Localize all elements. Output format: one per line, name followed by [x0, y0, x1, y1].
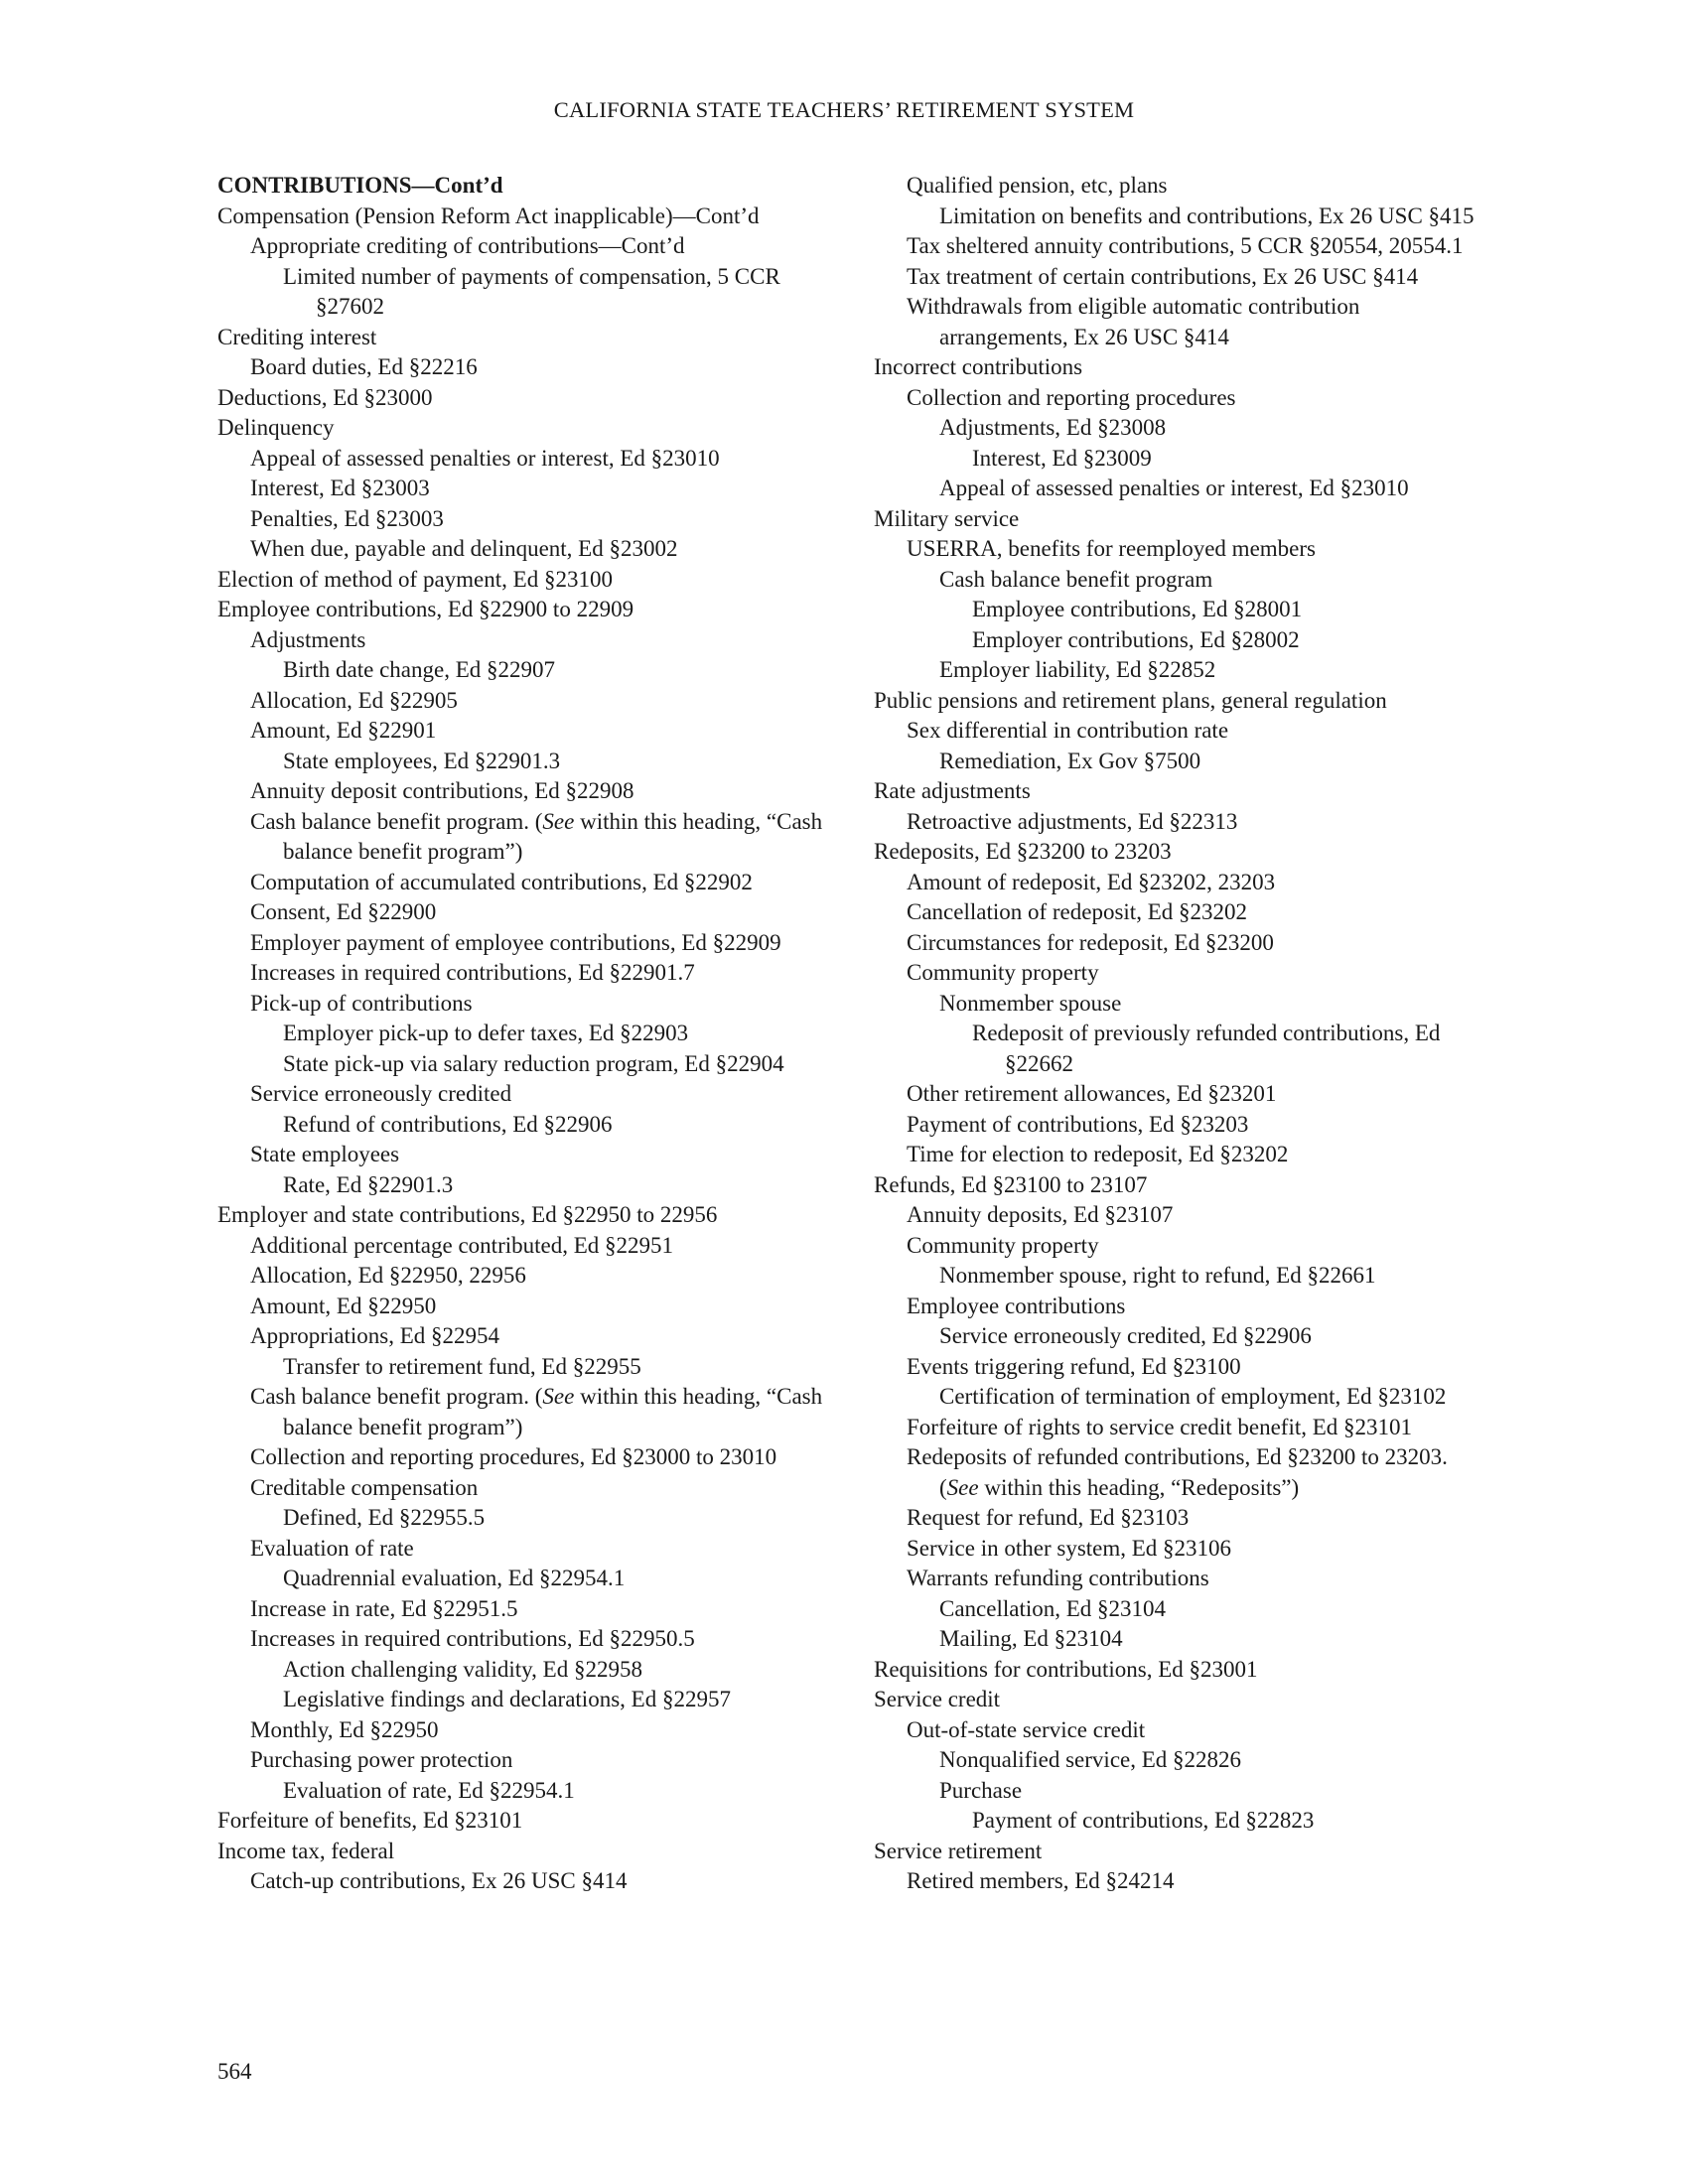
- index-entry: Employer contributions, Ed §28002: [972, 626, 1300, 652]
- index-entry: Service retirement: [874, 1838, 1043, 1863]
- index-entry: Amount of redeposit, Ed §23202, 23203: [907, 869, 1276, 894]
- index-entry: Quadrennial evaluation, Ed §22954.1: [283, 1566, 626, 1590]
- index-entry: Qualified pension, etc, plans: [907, 173, 1168, 198]
- index-heading: CONTRIBUTIONS—Cont’d: [217, 173, 503, 198]
- index-entry: Employee contributions, Ed §28001: [972, 597, 1303, 621]
- index-entry: Employee contributions: [907, 1293, 1126, 1318]
- index-entry: Deductions, Ed §23000: [217, 384, 433, 410]
- index-entry: Limitation on benefits and contributions, Ex 26 USC §415: [939, 203, 1475, 228]
- index-entry: Other retirement allowances, Ed §23201: [907, 1081, 1277, 1106]
- index-entry: Rate adjustments: [874, 778, 1031, 803]
- index-entry: Request for refund, Ed §23103: [907, 1505, 1190, 1530]
- index-entry: Income tax, federal: [217, 1838, 395, 1863]
- index-entry: Amount, Ed §22901: [250, 718, 437, 743]
- index-entry: Tax treatment of certain contributions, Ex 26 USC §414: [907, 263, 1419, 289]
- index-entry: Redeposits, Ed §23200 to 23203: [874, 839, 1172, 864]
- index-entry: Adjustments, Ed §23008: [939, 415, 1167, 440]
- index-entry: Crediting interest: [217, 324, 377, 349]
- index-entry: Birth date change, Ed §22907: [283, 657, 556, 682]
- index-entry: Requisitions for contributions, Ed §23001: [874, 1656, 1258, 1682]
- index-entry: Tax sheltered annuity contributions, 5 CCR §20554, 20554.1: [907, 233, 1464, 258]
- index-column-left: [217, 171, 853, 1897]
- index-entry: Cash balance benefit program. (See within this heading, “Cash balance benefit program”): [250, 1384, 823, 1439]
- index-entry: Consent, Ed §22900: [250, 899, 437, 924]
- index-entry: Time for election to redeposit, Ed §23202: [907, 1142, 1289, 1166]
- index-entry: Catch-up contributions, Ex 26 USC §414: [250, 1868, 628, 1893]
- index-entry: Circumstances for redeposit, Ed §23200: [907, 929, 1274, 955]
- index-entry: Evaluation of rate: [250, 1535, 414, 1561]
- index-entry: Increases in required contributions, Ed §22950.5: [250, 1626, 695, 1651]
- index-entry: Election of method of payment, Ed §23100: [217, 566, 613, 592]
- index-entry: Adjustments: [250, 626, 366, 652]
- index-entry: Allocation, Ed §22950, 22956: [250, 1263, 526, 1288]
- index-entry: Payment of contributions, Ed §23203: [907, 1111, 1249, 1137]
- index-entry: Mailing, Ed §23104: [939, 1626, 1123, 1651]
- index-entry: Purchasing power protection: [250, 1747, 513, 1772]
- index-entry: Purchase: [939, 1777, 1023, 1803]
- page-number: 564: [217, 2059, 252, 2084]
- index-entry: Nonmember spouse, right to refund, Ed §22661: [939, 1263, 1376, 1288]
- index-entry: Interest, Ed §23003: [250, 476, 430, 500]
- index-entry: Annuity deposits, Ed §23107: [907, 1202, 1174, 1227]
- index-entry: Collection and reporting procedures: [907, 384, 1236, 410]
- index-entry: Limited number of payments of compensation, 5 CCR §27602: [283, 263, 780, 319]
- index-entry: Service erroneously credited, Ed §22906: [939, 1323, 1312, 1348]
- index-entry: Sex differential in contribution rate: [907, 718, 1229, 743]
- index-entry: Penalties, Ed §23003: [250, 505, 444, 531]
- index-entry: Transfer to retirement fund, Ed §22955: [283, 1353, 641, 1379]
- index-entry: Legislative findings and declarations, Ed §22957: [283, 1687, 731, 1711]
- index-entry: Refund of contributions, Ed §22906: [283, 1111, 613, 1137]
- index-entry: Appropriations, Ed §22954: [250, 1323, 500, 1348]
- index-entry: Action challenging validity, Ed §22958: [283, 1656, 642, 1682]
- index-entry: Annuity deposit contributions, Ed §22908: [250, 778, 634, 803]
- index-entry: Amount, Ed §22950: [250, 1293, 437, 1318]
- index-entry: Rate, Ed §22901.3: [283, 1171, 454, 1197]
- index-entry: Employer liability, Ed §22852: [939, 657, 1216, 682]
- index-entry: Increase in rate, Ed §22951.5: [250, 1595, 518, 1621]
- index-entry: Service credit: [874, 1687, 1001, 1711]
- index-entry: USERRA, benefits for reemployed members: [907, 536, 1316, 561]
- index-entry: Appeal of assessed penalties or interest, Ed §23010: [939, 476, 1409, 500]
- index-entry: Retired members, Ed §24214: [907, 1868, 1175, 1893]
- index-entry: Additional percentage contributed, Ed §22951: [250, 1232, 674, 1258]
- index-entry: Public pensions and retirement plans, general regulation: [874, 687, 1387, 713]
- index-entry: Pick-up of contributions: [250, 990, 473, 1016]
- index-entry: State employees: [250, 1142, 400, 1166]
- index-entry: Withdrawals from eligible automatic contribution arrangements, Ex 26 USC §414: [907, 294, 1360, 349]
- index-entry: Cash balance benefit program. (See within this heading, “Cash balance benefit program”): [250, 808, 823, 864]
- index-entry: Monthly, Ed §22950: [250, 1716, 439, 1742]
- index-entry: Creditable compensation: [250, 1474, 479, 1500]
- index-entry: Evaluation of rate, Ed §22954.1: [283, 1777, 575, 1803]
- index-column-right: [874, 171, 1489, 1897]
- index-entry: Computation of accumulated contributions, Ed §22902: [250, 869, 753, 894]
- index-entry: Redeposits of refunded contributions, Ed §23200 to 23203. (See within this heading, “Redeposits”): [907, 1444, 1448, 1500]
- index-entry: Allocation, Ed §22905: [250, 687, 458, 713]
- index-entry: Service in other system, Ed §23106: [907, 1535, 1232, 1561]
- index-entry: Community property: [907, 960, 1099, 985]
- index-entry: Forfeiture of benefits, Ed §23101: [217, 1808, 523, 1833]
- index-entry: Increases in required contributions, Ed §22901.7: [250, 960, 695, 985]
- index-entry: State pick-up via salary reduction program, Ed §22904: [283, 1050, 784, 1076]
- index-entry: Employee contributions, Ed §22900 to 22909: [217, 597, 634, 621]
- index-entry: Refunds, Ed §23100 to 23107: [874, 1171, 1148, 1197]
- page-header: CALIFORNIA STATE TEACHERS’ RETIREMENT SYSTEM: [553, 97, 1135, 122]
- index-entry: Defined, Ed §22955.5: [283, 1505, 486, 1530]
- index-entry: Events triggering refund, Ed §23100: [907, 1353, 1241, 1379]
- index-entry: Military service: [874, 505, 1020, 531]
- index-entry: Compensation (Pension Reform Act inapplicable)—Cont’d: [217, 203, 760, 228]
- index-entry: Employer and state contributions, Ed §22950 to 22956: [217, 1202, 718, 1227]
- index-entry: Certification of termination of employment, Ed §23102: [939, 1384, 1447, 1409]
- index-entry: When due, payable and delinquent, Ed §23002: [250, 536, 678, 561]
- index-entry: Employer payment of employee contributions, Ed §22909: [250, 929, 781, 955]
- index-entry: Retroactive adjustments, Ed §22313: [907, 808, 1238, 834]
- index-entry: Board duties, Ed §22216: [250, 354, 478, 379]
- index-entry: Nonmember spouse: [939, 990, 1122, 1016]
- index-entry: Appeal of assessed penalties or interest, Ed §23010: [250, 445, 720, 471]
- index-entry: Delinquency: [217, 415, 335, 440]
- index-entry: State employees, Ed §22901.3: [283, 748, 561, 773]
- index-entry: Interest, Ed §23009: [972, 445, 1152, 471]
- index-entry: Incorrect contributions: [874, 354, 1083, 379]
- index-entry: Appropriate crediting of contributions—Cont’d: [250, 233, 685, 258]
- index-entry: Collection and reporting procedures, Ed §23000 to 23010: [250, 1444, 777, 1469]
- index-entry: Out-of-state service credit: [907, 1716, 1146, 1742]
- index-entry: Employer pick-up to defer taxes, Ed §22903: [283, 1021, 689, 1045]
- index-entry: Cancellation of redeposit, Ed §23202: [907, 899, 1248, 924]
- index-entry: Redeposit of previously refunded contributions, Ed §22662: [972, 1021, 1441, 1076]
- index-entry: Warrants refunding contributions: [907, 1566, 1209, 1590]
- index-entry: Nonqualified service, Ed §22826: [939, 1747, 1242, 1772]
- index-entry: Forfeiture of rights to service credit benefit, Ed §23101: [907, 1414, 1413, 1439]
- index-entry: Payment of contributions, Ed §22823: [972, 1808, 1315, 1833]
- index-entry: Remediation, Ex Gov §7500: [939, 748, 1201, 773]
- index-entry: Cancellation, Ed §23104: [939, 1595, 1167, 1621]
- index-entry: Cash balance benefit program: [939, 566, 1213, 592]
- index-entry: Community property: [907, 1232, 1099, 1258]
- index-entry: Service erroneously credited: [250, 1081, 512, 1106]
